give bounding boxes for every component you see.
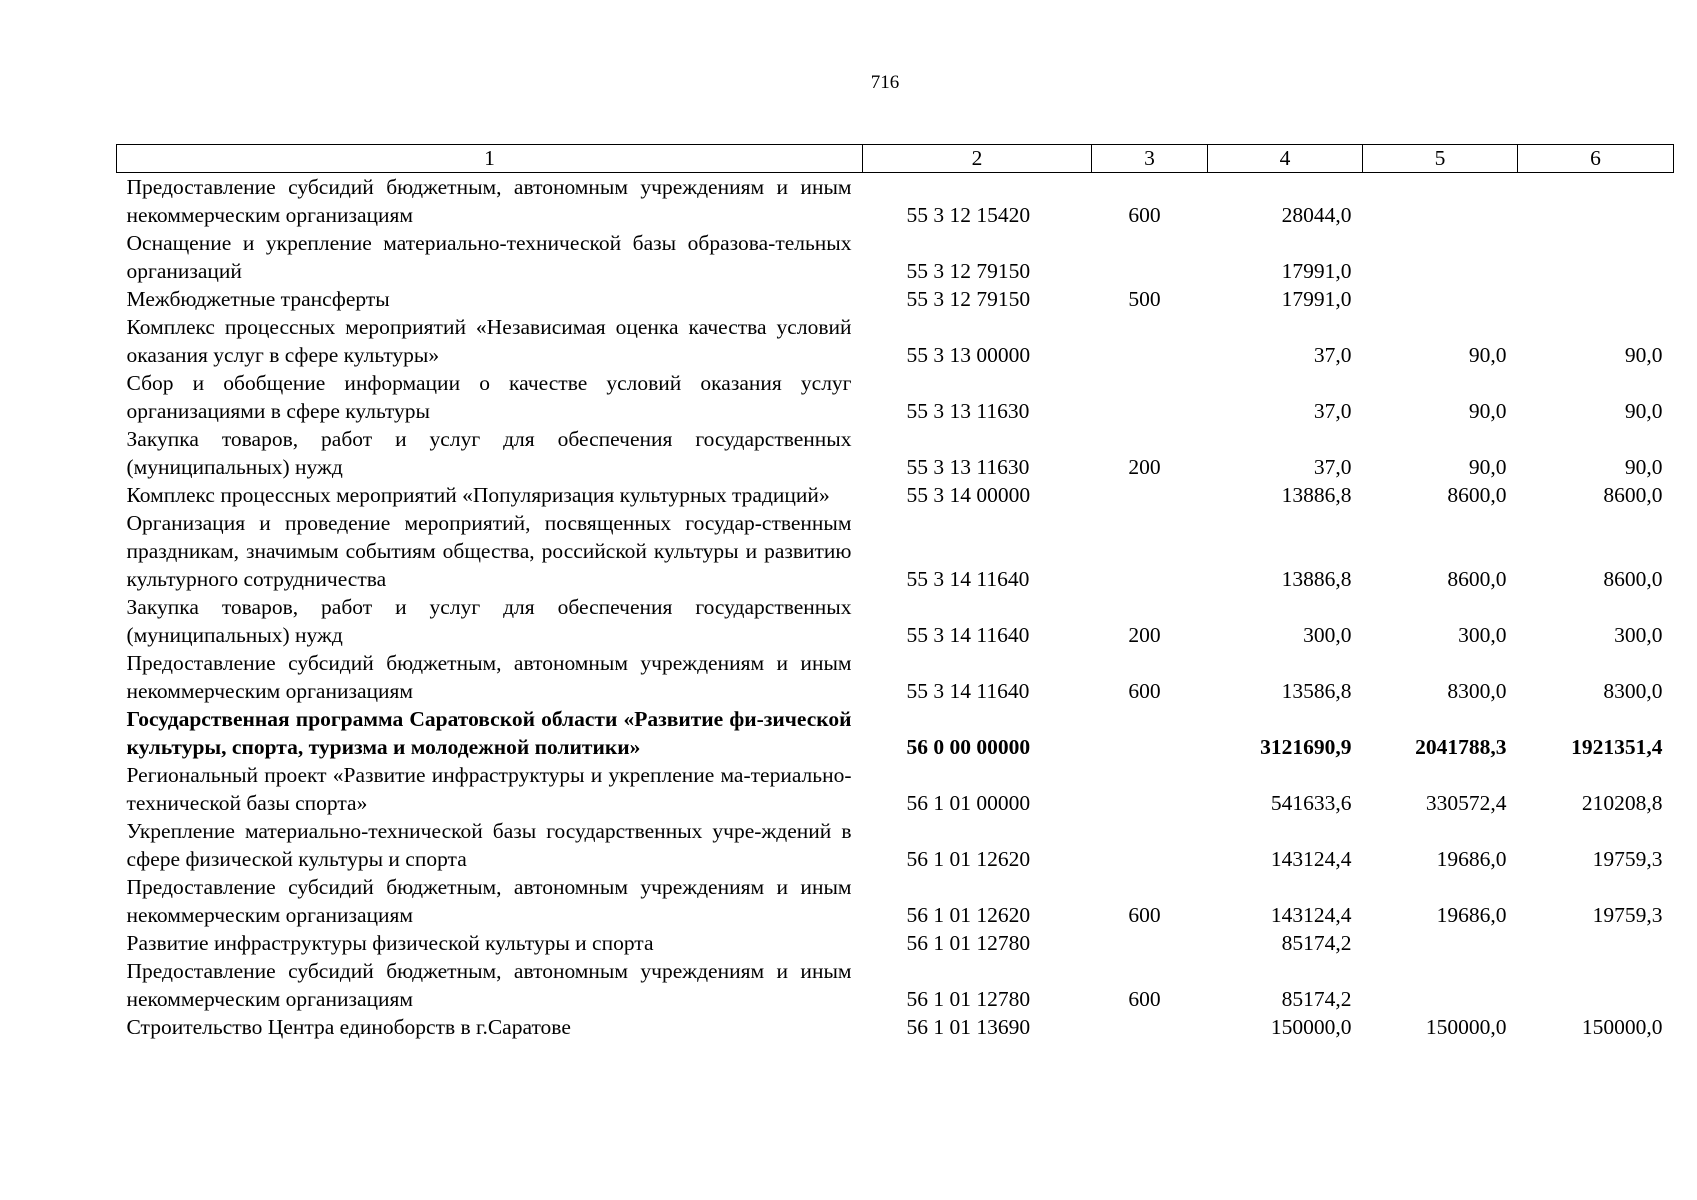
- row-code: 55 3 12 79150: [906, 259, 1031, 283]
- row-value-col6: 90,0: [1624, 399, 1663, 423]
- row-code: 56 1 01 00000: [906, 791, 1031, 815]
- page-number: 716: [870, 72, 900, 93]
- row-value-col5: [1363, 285, 1518, 313]
- row-expense-type: [1092, 705, 1208, 761]
- table-row: [117, 285, 1674, 313]
- row-value-col5: 300,0: [1458, 623, 1507, 647]
- row-name: Оснащение и укрепление материально-технической базы образова-тельных организаций: [126, 231, 852, 283]
- row-value-col5: 8600,0: [1447, 483, 1507, 507]
- row-expense-type: 600: [1128, 903, 1161, 927]
- row-value-col5: [1363, 173, 1518, 230]
- column-header-5: 5: [1363, 145, 1518, 173]
- row-expense-type: 600: [1128, 679, 1161, 703]
- table-row: [117, 481, 1674, 509]
- row-name: Строительство Центра единоборств в г.Саратове: [126, 1015, 571, 1039]
- row-code: 55 3 13 11630: [906, 455, 1030, 479]
- row-value-col4: 85174,2: [1281, 931, 1352, 955]
- row-value-col5: 150000,0: [1425, 1015, 1507, 1039]
- row-expense-type: [1092, 929, 1208, 957]
- row-value-col6: [1518, 173, 1674, 230]
- row-expense-type: 200: [1128, 623, 1161, 647]
- row-value-col4: 143124,4: [1270, 903, 1352, 927]
- row-value-col6: [1518, 285, 1674, 313]
- row-value-col5: 8600,0: [1447, 567, 1507, 591]
- row-value-col6: [1518, 929, 1674, 957]
- row-code: 55 3 14 11640: [906, 623, 1030, 647]
- row-value-col4: 3121690,9: [1260, 735, 1352, 759]
- row-value-col4: 37,0: [1313, 455, 1352, 479]
- row-code: 56 1 01 12780: [906, 987, 1031, 1011]
- row-code: 55 3 13 00000: [906, 343, 1031, 367]
- row-value-col4: 37,0: [1313, 399, 1352, 423]
- table-row: [117, 1013, 1674, 1041]
- column-header-6: 6: [1518, 145, 1674, 173]
- table-row: [117, 425, 1674, 481]
- row-name: Предоставление субсидий бюджетным, автономным учреждениям и иным некоммерческим организациям: [126, 651, 852, 703]
- row-name: Комплекс процессных мероприятий «Независимая оценка качества условий оказания услуг в сфере культуры»: [126, 315, 852, 367]
- table-header-row: [117, 145, 1674, 173]
- row-code: 55 3 14 11640: [906, 679, 1030, 703]
- row-value-col5: [1363, 929, 1518, 957]
- row-value-col6: 8600,0: [1603, 567, 1663, 591]
- row-expense-type: 500: [1128, 287, 1161, 311]
- row-name: Укрепление материально-технической базы государственных учре-ждений в сфере физической культуры и спорта: [126, 819, 852, 871]
- row-expense-type: [1092, 1013, 1208, 1041]
- row-value-col6: 19759,3: [1592, 903, 1663, 927]
- row-name: Развитие инфраструктуры физической культуры и спорта: [126, 931, 654, 955]
- row-expense-type: [1092, 481, 1208, 509]
- row-name: Закупка товаров, работ и услуг для обеспечения государственных (муниципальных) нужд: [126, 595, 852, 647]
- table-row: [117, 509, 1674, 593]
- table-row: [117, 929, 1674, 957]
- row-expense-type: 600: [1128, 987, 1161, 1011]
- row-value-col4: 85174,2: [1281, 987, 1352, 1011]
- row-value-col6: 300,0: [1614, 623, 1663, 647]
- row-code: 55 3 12 15420: [906, 203, 1031, 227]
- row-name: Государственная программа Саратовской области «Развитие фи-зической культуры, спорта, туризма и молодежной политики»: [126, 707, 852, 759]
- row-value-col6: [1518, 957, 1674, 1013]
- table-row: [117, 313, 1674, 369]
- table-row: [117, 761, 1674, 817]
- row-code: 55 3 14 11640: [906, 567, 1030, 591]
- row-value-col5: 90,0: [1468, 455, 1507, 479]
- table-row: [117, 229, 1674, 285]
- table-row: [117, 369, 1674, 425]
- column-header-3: 3: [1092, 145, 1208, 173]
- row-name: Региональный проект «Развитие инфраструктуры и укрепление ма-териально-технической базы спорта»: [126, 763, 852, 815]
- row-value-col6: 8600,0: [1603, 483, 1663, 507]
- row-value-col6: 8300,0: [1603, 679, 1663, 703]
- row-name: Закупка товаров, работ и услуг для обеспечения государственных (муниципальных) нужд: [126, 427, 852, 479]
- table-row: [117, 705, 1674, 761]
- row-name: Комплекс процессных мероприятий «Популяризация культурных традиций»: [126, 483, 830, 507]
- table-row: [117, 817, 1674, 873]
- row-value-col5: 19686,0: [1436, 903, 1507, 927]
- row-value-col6: 210208,8: [1581, 791, 1663, 815]
- row-value-col6: 19759,3: [1592, 847, 1663, 871]
- table-row: [117, 957, 1674, 1013]
- row-value-col5: 19686,0: [1436, 847, 1507, 871]
- table-row: [117, 873, 1674, 929]
- row-value-col6: 1921351,4: [1571, 735, 1663, 759]
- row-code: 55 3 13 11630: [906, 399, 1030, 423]
- row-value-col4: 13886,8: [1281, 567, 1352, 591]
- row-value-col5: 90,0: [1468, 399, 1507, 423]
- column-header-1: 1: [117, 145, 863, 173]
- table-row: [117, 649, 1674, 705]
- row-name: Предоставление субсидий бюджетным, автономным учреждениям и иным некоммерческим организациям: [126, 959, 852, 1011]
- row-value-col5: [1363, 229, 1518, 285]
- row-value-col6: [1518, 229, 1674, 285]
- row-code: 56 1 01 12620: [906, 903, 1031, 927]
- row-value-col4: 13586,8: [1281, 679, 1352, 703]
- row-value-col5: [1363, 957, 1518, 1013]
- row-code: 55 3 12 79150: [906, 287, 1031, 311]
- column-header-2: 2: [863, 145, 1092, 173]
- row-value-col5: 2041788,3: [1415, 735, 1507, 759]
- row-value-col4: 17991,0: [1281, 259, 1352, 283]
- row-value-col4: 17991,0: [1281, 287, 1352, 311]
- row-expense-type: [1092, 509, 1208, 593]
- row-value-col6: 90,0: [1624, 343, 1663, 367]
- row-name: Предоставление субсидий бюджетным, автономным учреждениям и иным некоммерческим организациям: [126, 175, 852, 227]
- row-name: Предоставление субсидий бюджетным, автономным учреждениям и иным некоммерческим организациям: [126, 875, 852, 927]
- row-value-col5: 90,0: [1468, 343, 1507, 367]
- row-value-col5: 330572,4: [1425, 791, 1507, 815]
- row-value-col5: 8300,0: [1447, 679, 1507, 703]
- row-name: Организация и проведение мероприятий, посвященных государ-ственным праздникам, значимым событиям общества, российской культуры и развитию культурного сотрудничества: [126, 511, 852, 591]
- row-value-col4: 13886,8: [1281, 483, 1352, 507]
- row-expense-type: [1092, 369, 1208, 425]
- row-expense-type: 200: [1128, 455, 1161, 479]
- row-value-col6: 90,0: [1624, 455, 1663, 479]
- row-value-col6: 150000,0: [1581, 1015, 1663, 1039]
- row-expense-type: [1092, 313, 1208, 369]
- row-value-col4: 150000,0: [1270, 1015, 1352, 1039]
- table-row: [117, 173, 1674, 230]
- column-header-4: 4: [1208, 145, 1363, 173]
- row-expense-type: [1092, 817, 1208, 873]
- row-expense-type: 600: [1128, 203, 1161, 227]
- table-body: [117, 173, 1674, 1042]
- table-row: [117, 593, 1674, 649]
- row-code: 56 1 01 12780: [906, 931, 1031, 955]
- row-code: 55 3 14 00000: [906, 483, 1031, 507]
- budget-table: [116, 144, 1674, 1041]
- row-code: 56 1 01 13690: [906, 1015, 1031, 1039]
- row-expense-type: [1092, 229, 1208, 285]
- row-name: Сбор и обобщение информации о качестве условий оказания услуг организациями в сфере культуры: [126, 371, 852, 423]
- row-value-col4: 28044,0: [1281, 203, 1352, 227]
- row-value-col4: 541633,6: [1270, 791, 1352, 815]
- row-value-col4: 37,0: [1313, 343, 1352, 367]
- row-code: 56 1 01 12620: [906, 847, 1031, 871]
- row-expense-type: [1092, 761, 1208, 817]
- row-code: 56 0 00 00000: [906, 735, 1031, 759]
- row-name: Межбюджетные трансферты: [126, 287, 390, 311]
- row-value-col4: 143124,4: [1270, 847, 1352, 871]
- row-value-col4: 300,0: [1303, 623, 1352, 647]
